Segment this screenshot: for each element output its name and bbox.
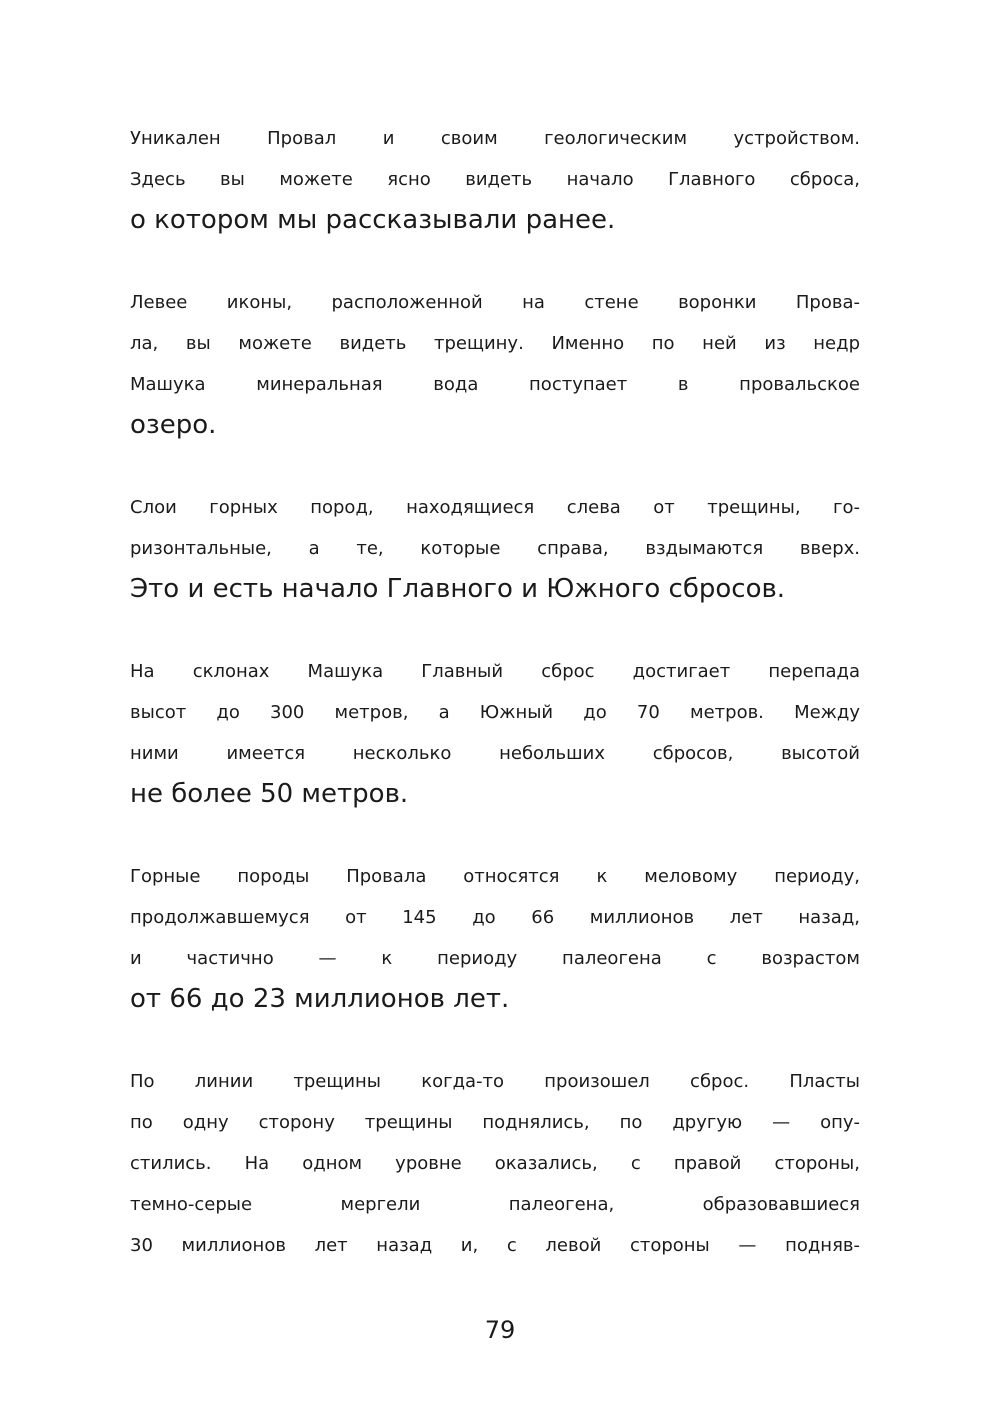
text-line: ризонтальные, а те, которые справа, вздымаются вверх. [130, 538, 860, 559]
paragraph [130, 118, 860, 241]
text-line: Уникален Провал и своим геологическим устройством. [130, 128, 860, 149]
text-line: не более 50 метров. [130, 779, 409, 809]
paragraph [130, 856, 860, 1020]
text-line: и частично — к периоду палеогена с возрастом [130, 948, 860, 969]
text-line: Горные породы Провала относятся к меловому периоду, [130, 866, 860, 887]
paragraph [130, 487, 860, 610]
text-line: Слои горных пород, находящиеся слева от трещины, го- [130, 497, 860, 518]
text-line: По линии трещины когда-то произошел сброс. Пласты [130, 1071, 860, 1092]
text-line: Машука минеральная вода поступает в провальское [130, 374, 860, 395]
text-line: На склонах Машука Главный сброс достигает перепада [130, 661, 860, 682]
body-text [130, 118, 860, 1266]
text-line: ла, вы можете видеть трещину. Именно по ней из недр [130, 333, 860, 354]
text-line: Здесь вы можете ясно видеть начало Главного сброса, [130, 169, 860, 190]
text-line: продолжавшемуся от 145 до 66 миллионов лет назад, [130, 907, 860, 928]
text-line: темно-серые мергели палеогена, образовавшиеся [130, 1194, 860, 1215]
text-line: от 66 до 23 миллионов лет. [130, 984, 510, 1014]
text-line: ними имеется несколько небольших сбросов, высотой [130, 743, 860, 764]
text-line: высот до 300 метров, а Южный до 70 метров. Между [130, 702, 860, 723]
paragraph [130, 651, 860, 815]
text-line: озеро. [130, 410, 217, 440]
text-line: по одну сторону трещины поднялись, по другую — опу- [130, 1112, 860, 1133]
text-line: о котором мы рассказывали ранее. [130, 205, 616, 235]
text-line: 30 миллионов лет назад и, с левой стороны — подняв- [130, 1235, 860, 1256]
text-line: Это и есть начало Главного и Южного сбросов. [130, 574, 786, 604]
paragraph [130, 1061, 860, 1266]
page-number: 79 [484, 1316, 516, 1344]
text-line: Левее иконы, расположенной на стене воронки Прова- [130, 292, 860, 313]
text-line: стились. На одном уровне оказались, с правой стороны, [130, 1153, 860, 1174]
paragraph [130, 282, 860, 446]
